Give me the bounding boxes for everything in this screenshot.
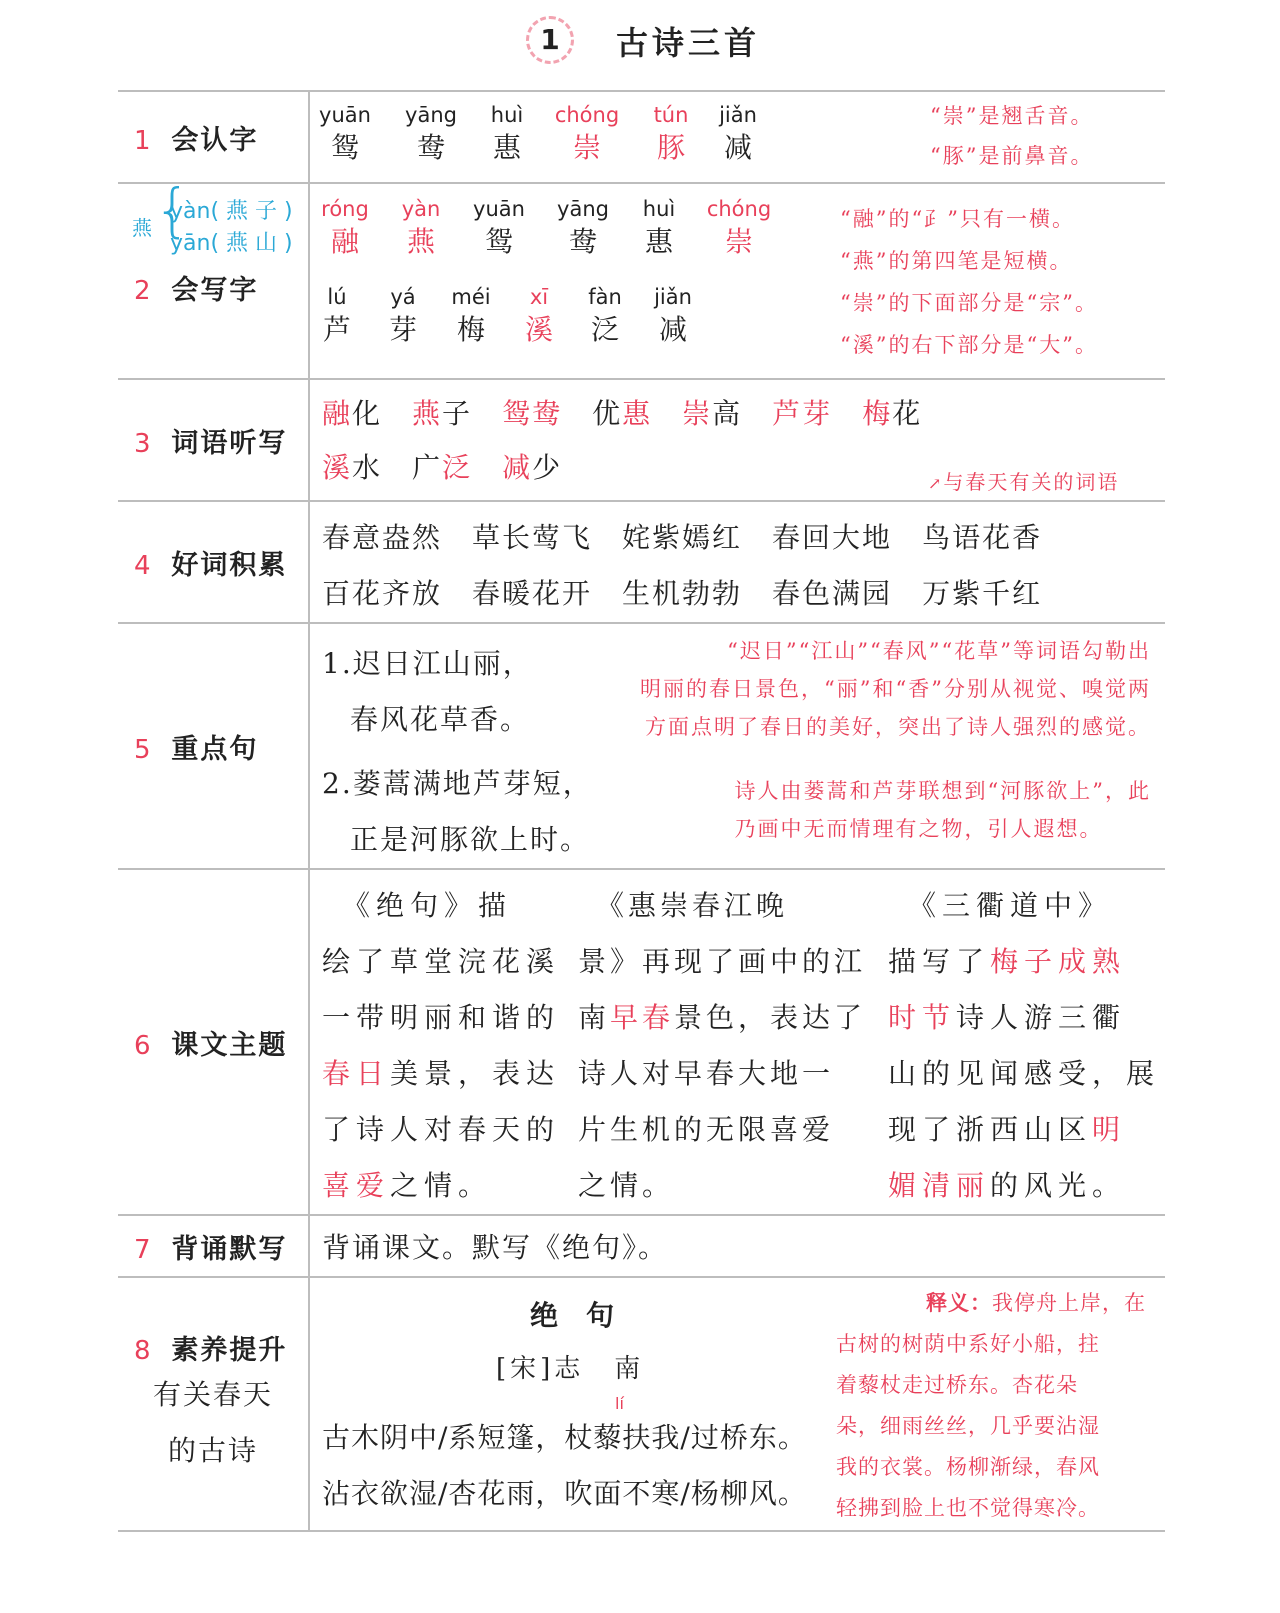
recite-text: 背诵课文。默写《绝句》。: [322, 1231, 669, 1264]
word: 溪水: [322, 451, 383, 484]
pinyin: méi: [451, 285, 491, 309]
pronunciation-line: yàn( 燕 子 ): [170, 199, 293, 224]
row-label: [118, 421, 308, 460]
row-good-words: [118, 501, 1165, 623]
row-dictation: [118, 379, 1165, 501]
key-sentence: 春风花草香。: [350, 703, 531, 736]
note-line: 轻拂到脸上也不觉得寒冷。: [836, 1496, 1100, 1520]
hanzi: 泛: [590, 313, 619, 346]
char-item: [504, 284, 574, 350]
theme-column-sanqu: [888, 878, 1160, 1214]
word: 鸟语花香: [922, 521, 1043, 554]
char-item: [310, 196, 380, 262]
note-line: “迟日”“江山”“春风”“花草”等词语勾勒出: [727, 639, 1151, 663]
word: 万紫千红: [922, 577, 1043, 610]
row-number: 7: [134, 1235, 160, 1265]
char-item: [310, 102, 380, 168]
lesson-number-badge: 1: [526, 16, 574, 64]
theme-column-jueju: [322, 878, 560, 1214]
word: 春色满园: [772, 577, 893, 610]
poem-meaning-note: [836, 1282, 1146, 1529]
callout-text: 与春天有关的词语: [943, 470, 1120, 494]
pinyin: yāng: [405, 103, 457, 127]
poem-author: [宋]志 南: [496, 1354, 645, 1384]
char-item: [548, 196, 618, 262]
theme-line: 景》再现了画中的江: [578, 945, 867, 978]
note-line: 着藜杖走过桥东。杏花朵: [836, 1373, 1078, 1397]
key-sentence: 正是河豚欲上时。: [350, 823, 591, 856]
study-table: [118, 90, 1165, 1532]
row-label: [118, 268, 258, 307]
note-line: 我的衣裳。杨柳渐绿，春风: [836, 1455, 1100, 1479]
row-title: 背诵默写: [171, 1233, 288, 1265]
row-number: 4: [134, 551, 160, 581]
row-number: 2: [134, 276, 160, 306]
lesson-header: [0, 8, 1280, 78]
word: 优惠: [592, 397, 653, 430]
pinyin: yá: [390, 285, 416, 309]
pinyin: tún: [653, 103, 689, 127]
notes-block: [840, 198, 1098, 366]
char-item: [570, 284, 640, 350]
row-label: [118, 1328, 308, 1367]
row-title: 词语听写: [171, 427, 288, 459]
row-title: 好词积累: [171, 549, 288, 581]
pinyin: jiǎn: [719, 103, 757, 127]
pinyin: xī: [529, 285, 549, 309]
theme-line: 《三衢道中》: [888, 889, 1113, 922]
pinyin: yàn: [401, 197, 441, 221]
note-line: 方面点明了春日的美好，突出了诗人强烈的感觉。: [645, 715, 1151, 739]
hanzi: 减: [723, 131, 752, 164]
word: 减少: [502, 451, 563, 484]
pinyin: huì: [642, 197, 676, 221]
note: “溪”的右下部分是“大”。: [840, 333, 1098, 357]
char-item: [703, 102, 773, 168]
note-line: 乃画中无而情理有之物，引人遐想。: [734, 817, 1103, 841]
row-write-chars: [118, 183, 1165, 379]
theme-line: 山的见闻感受，展: [888, 1057, 1161, 1090]
char-item: [472, 102, 542, 168]
note: “崇”的下面部分是“宗”。: [840, 291, 1098, 315]
theme-column-huichong: [578, 878, 866, 1214]
row-label: [118, 727, 308, 766]
pinyin: fàn: [588, 285, 622, 309]
row-label: [118, 118, 308, 157]
row-recite: [118, 1215, 1165, 1277]
theme-line: 描写了梅子成熟: [888, 945, 1127, 978]
pinyin: róng: [321, 197, 369, 221]
theme-line: 喜爱之情。: [322, 1169, 493, 1202]
char-item: [704, 196, 774, 262]
word: 崇高: [682, 397, 743, 430]
char-item: [368, 284, 438, 350]
row-number: 8: [134, 1336, 160, 1366]
hanzi: 梅: [456, 313, 485, 346]
row-title: 重点句: [171, 733, 259, 765]
row-label: [118, 1227, 308, 1266]
theme-line: 南早春景色，表达了: [578, 1001, 867, 1034]
arrow-icon: ↗: [928, 474, 944, 493]
note-line: 朵，细雨丝丝，几乎要沾湿: [836, 1414, 1100, 1438]
theme-line: 片生机的无限喜爱: [578, 1113, 835, 1146]
word: 鸳鸯: [502, 397, 563, 430]
pinyin: yāng: [557, 197, 609, 221]
note-heading: 释义：: [926, 1290, 992, 1315]
row-title: 会写字: [171, 275, 259, 306]
theme-line: 现了浙西山区明: [888, 1113, 1127, 1146]
row-number: 6: [134, 1031, 160, 1061]
key-sentence: 2.蒌蒿满地芦芽短，: [322, 767, 593, 800]
word: 融化: [322, 397, 383, 430]
hanzi: 燕: [406, 225, 435, 258]
note-line: 明丽的春日景色，“丽”和“香”分别从视觉、嗅觉两: [640, 677, 1151, 701]
poem-line: 沾衣欲湿/杏花雨，吹面不寒/杨柳风。: [322, 1477, 807, 1510]
hanzi: 减: [658, 313, 687, 346]
pinyin-hint: lí: [615, 1394, 624, 1413]
char-item: [638, 284, 708, 350]
char-item: [386, 196, 456, 262]
callout-note: [928, 462, 1119, 504]
brace-icon: {: [154, 176, 191, 244]
char-item: [396, 102, 466, 168]
row-recognize-chars: [118, 91, 1165, 183]
poem-line: 古木阴中/系短篷，杖藜扶我/过桥东。: [322, 1421, 807, 1454]
hanzi: 鸳: [330, 131, 359, 164]
pinyin: yuān: [473, 197, 525, 221]
pronunciation-line: yān( 燕 山 ): [170, 231, 293, 256]
hanzi: 芽: [388, 313, 417, 346]
row-title: 素养提升: [171, 1335, 288, 1366]
row-subtitle: 有关春天: [152, 1378, 273, 1411]
note-line: 诗人由蒌蒿和芦芽联想到“河豚欲上”，此: [734, 779, 1151, 803]
pinyin: chóng: [706, 197, 772, 221]
hanzi: 融: [330, 225, 359, 258]
theme-line: 之情。: [578, 1169, 675, 1202]
char-item: [552, 102, 622, 168]
theme-line: 春日美景，表达: [322, 1057, 561, 1090]
notes-block: [930, 96, 1093, 176]
row-title: 课文主题: [171, 1029, 288, 1061]
hanzi: 鸯: [568, 225, 597, 258]
row-label: [118, 1023, 308, 1062]
note: “燕”的第四笔是短横。: [840, 249, 1073, 273]
hanzi: 鸯: [416, 131, 445, 164]
key-sentence: 1.迟日江山丽，: [322, 647, 533, 680]
theme-line: 媚清丽的风光。: [888, 1169, 1127, 1202]
lesson-title: 古诗三首: [616, 24, 761, 62]
char-item: [624, 196, 694, 262]
char-item: [436, 284, 506, 350]
hanzi: 惠: [492, 131, 521, 164]
annotated-char: 燕: [132, 216, 152, 240]
word: 春回大地: [772, 521, 893, 554]
hanzi: 崇: [572, 131, 601, 164]
pinyin: lú: [327, 285, 347, 309]
row-key-sentences: [118, 623, 1165, 869]
note: “崇”是翘舌音。: [930, 104, 1094, 128]
theme-line: 了诗人对春天的: [322, 1113, 561, 1146]
pinyin: yuān: [319, 103, 371, 127]
analysis-note: [735, 772, 1151, 848]
note: “豚”是前鼻音。: [930, 144, 1094, 168]
word: 春意盎然: [322, 521, 443, 554]
theme-line: 时节诗人游三衢: [888, 1001, 1127, 1034]
pinyin: huì: [490, 103, 524, 127]
row-themes: [118, 869, 1165, 1215]
char-item: [636, 102, 706, 168]
hanzi: 鸳: [484, 225, 513, 258]
row-number: 5: [134, 735, 160, 765]
hanzi: 芦: [322, 313, 351, 346]
row-title: 会认字: [171, 124, 259, 156]
word: 草长莺飞: [472, 521, 593, 554]
word: 生机勃勃: [622, 577, 743, 610]
theme-line: 绘了草堂浣花溪: [322, 945, 561, 978]
theme-line: 诗人对早春大地一: [578, 1057, 835, 1090]
word: 姹紫嫣红: [622, 521, 743, 554]
analysis-note: [640, 632, 1151, 746]
word: 梅花: [862, 397, 923, 430]
hanzi: 溪: [524, 313, 553, 346]
pinyin: jiǎn: [654, 285, 692, 309]
note: “融”的“⺪”只有一横。: [840, 207, 1075, 231]
note-line: 我停舟上岸，在: [992, 1291, 1146, 1315]
word: 燕子: [412, 397, 473, 430]
row-extension: [118, 1277, 1165, 1531]
row-subtitle: 的古诗: [167, 1434, 258, 1467]
char-item: [464, 196, 534, 262]
word: 芦芽: [772, 397, 833, 430]
row-label: [118, 543, 308, 582]
theme-line: 《惠崇春江晚: [578, 889, 789, 922]
pinyin: chóng: [554, 103, 620, 127]
theme-line: 一带明丽和谐的: [322, 1001, 561, 1034]
note-line: 古树的树荫中系好小船，拄: [836, 1332, 1100, 1356]
hanzi: 惠: [644, 225, 673, 258]
word: 广泛: [412, 451, 473, 484]
poem-title: 绝 句: [530, 1299, 615, 1332]
char-item: [302, 284, 372, 350]
word: 百花齐放: [322, 577, 443, 610]
row-number: 3: [134, 429, 160, 459]
row-number: 1: [134, 126, 160, 156]
hanzi: 豚: [656, 131, 685, 164]
theme-line: 《绝句》描: [322, 889, 513, 922]
hanzi: 崇: [724, 225, 753, 258]
word: 春暖花开: [472, 577, 593, 610]
